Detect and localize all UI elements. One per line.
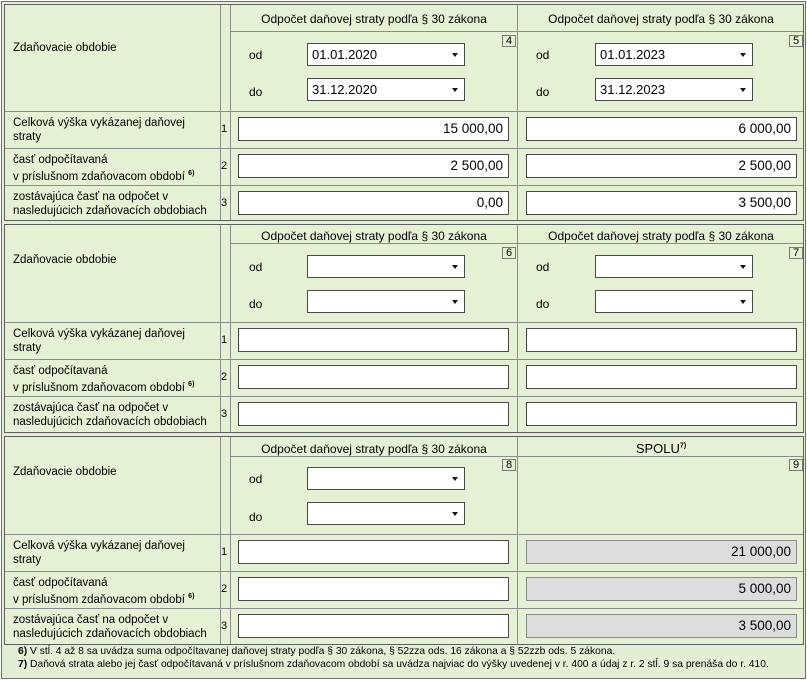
column-number-7: 7	[789, 247, 803, 259]
chevron-down-icon	[452, 477, 458, 481]
row-label-deducted-part: časť odpočítavaná v príslušnom zdaňovacom období $^{6)}$	[13, 154, 195, 183]
row-label-total-loss: Celková výška vykázanej daňovej straty	[13, 117, 185, 143]
footnote-6: 6) V stĺ. 4 až 8 sa uvádza suma odpočítavanej daňovej straty podľa § 30 zákona, § 52zza ods. 16 zákona a § 52zzb ods. 5 zákona.	[18, 646, 616, 657]
spolu-header: SPOLU$^{7)}$	[635, 441, 687, 456]
period-label: Zdaňovacie obdobie	[13, 42, 117, 54]
period-to-select-8[interactable]	[307, 502, 465, 525]
period-to-select-7[interactable]	[595, 290, 753, 313]
remaining-part-field-7[interactable]	[526, 402, 797, 426]
period-label: Zdaňovacie obdobie	[13, 466, 117, 478]
od-label: od	[249, 48, 263, 62]
do-label: do	[536, 297, 550, 311]
od-label: od	[249, 472, 263, 486]
row-label-remaining-part: zostávajúca časť na odpočet v nasledujúcich zdaňovacích obdobiach	[13, 191, 207, 217]
row-label-total-loss: Celková výška vykázanej daňovej straty	[13, 328, 185, 354]
row-label-remaining-part: zostávajúca časť na odpočet v nasledujúcich zdaňovacích obdobiach	[13, 402, 207, 428]
chevron-down-icon	[452, 88, 458, 92]
do-label: do	[249, 510, 263, 524]
row-number-1: 1	[221, 123, 228, 135]
deducted-part-field-7[interactable]	[526, 365, 797, 389]
column-header-7: Odpočet daňovej straty podľa § 30 zákona	[548, 229, 774, 243]
row-number-2: 2	[221, 160, 228, 172]
deducted-part-field-8[interactable]	[238, 577, 509, 601]
row-label-deducted-part: časť odpočítavaná v príslušnom zdaňovacom období $^{6)}$	[13, 365, 195, 394]
period-from-select-6[interactable]	[307, 255, 465, 278]
column-number-8: 8	[502, 459, 516, 471]
column-header-6: Odpočet daňovej straty podľa § 30 zákona	[261, 229, 487, 243]
row-label-deducted-part: časť odpočítavaná v príslušnom zdaňovacom období $^{6)}$	[13, 577, 195, 606]
period-from-select-8[interactable]	[307, 467, 465, 490]
chevron-down-icon	[452, 512, 458, 516]
chevron-down-icon	[452, 53, 458, 57]
total-loss-field-7[interactable]	[526, 328, 797, 352]
chevron-down-icon	[740, 265, 746, 269]
chevron-down-icon	[740, 53, 746, 57]
deducted-part-field-4[interactable]: 2 500,00	[238, 154, 509, 178]
do-label: do	[249, 85, 263, 99]
total-loss-field-6[interactable]	[238, 328, 509, 352]
do-label: do	[249, 297, 263, 311]
total-loss-field-4[interactable]: 15 000,00	[238, 117, 509, 141]
section-columns-4-5	[4, 4, 804, 221]
column-number-6: 6	[502, 247, 516, 259]
row-label-remaining-part: zostávajúca časť na odpočet v nasledujúcich zdaňovacích obdobiach	[13, 614, 207, 640]
period-to-select-6[interactable]	[307, 290, 465, 313]
chevron-down-icon	[740, 88, 746, 92]
footnotes	[4, 645, 804, 671]
remaining-part-field-4[interactable]: 0,00	[238, 191, 509, 215]
footnote-7: 7) Daňová strata alebo jej časť odpočítavaná v príslušnom zdaňovacom období sa uvádza najviac do výšky uvedenej v r. 400 a údaj z r. 2 stĺ. 9 sa prenáša do r. 410.	[18, 659, 769, 670]
column-number-9: 9	[789, 459, 803, 471]
period-from-select-7[interactable]	[595, 255, 753, 278]
row-number-1: 1	[221, 546, 228, 558]
do-label: do	[536, 85, 550, 99]
od-label: od	[536, 260, 550, 274]
deducted-part-field-6[interactable]	[238, 365, 509, 389]
row-label-total-loss: Celková výška vykázanej daňovej straty	[13, 540, 185, 566]
chevron-down-icon	[740, 300, 746, 304]
od-label: od	[536, 48, 550, 62]
remaining-part-field-8[interactable]	[238, 614, 509, 638]
chevron-down-icon	[452, 265, 458, 269]
row-number-3: 3	[221, 620, 228, 632]
column-number-4: 4	[502, 35, 516, 47]
deducted-part-field-5[interactable]: 2 500,00	[526, 154, 797, 178]
column-header-4: Odpočet daňovej straty podľa § 30 zákona	[261, 12, 487, 26]
total-loss-sum-9: 21 000,00	[526, 540, 797, 564]
deducted-part-sum-9: 5 000,00	[526, 577, 797, 601]
period-to-select-4[interactable]: 31.12.2020	[307, 78, 465, 101]
row-number-2: 2	[221, 371, 228, 383]
remaining-part-field-5[interactable]: 3 500,00	[526, 191, 797, 215]
row-number-3: 3	[221, 197, 228, 209]
column-header-5: Odpočet daňovej straty podľa § 30 zákona	[548, 12, 774, 26]
period-from-select-5[interactable]: 01.01.2023	[595, 43, 753, 66]
section-columns-8-9	[4, 436, 804, 645]
period-from-select-4[interactable]: 01.01.2020	[307, 43, 465, 66]
period-label: Zdaňovacie obdobie	[13, 254, 117, 266]
remaining-part-field-6[interactable]	[238, 402, 509, 426]
row-number-1: 1	[221, 334, 228, 346]
chevron-down-icon	[452, 300, 458, 304]
column-number-5: 5	[789, 35, 803, 47]
period-to-select-5[interactable]: 31.12.2023	[595, 78, 753, 101]
column-header-8: Odpočet daňovej straty podľa § 30 zákona	[261, 442, 487, 456]
total-loss-field-5[interactable]: 6 000,00	[526, 117, 797, 141]
od-label: od	[249, 260, 263, 274]
section-columns-6-7	[4, 224, 804, 433]
remaining-part-sum-9: 3 500,00	[526, 614, 797, 638]
row-number-3: 3	[221, 408, 228, 420]
row-number-2: 2	[221, 583, 228, 595]
total-loss-field-8[interactable]	[238, 540, 509, 564]
